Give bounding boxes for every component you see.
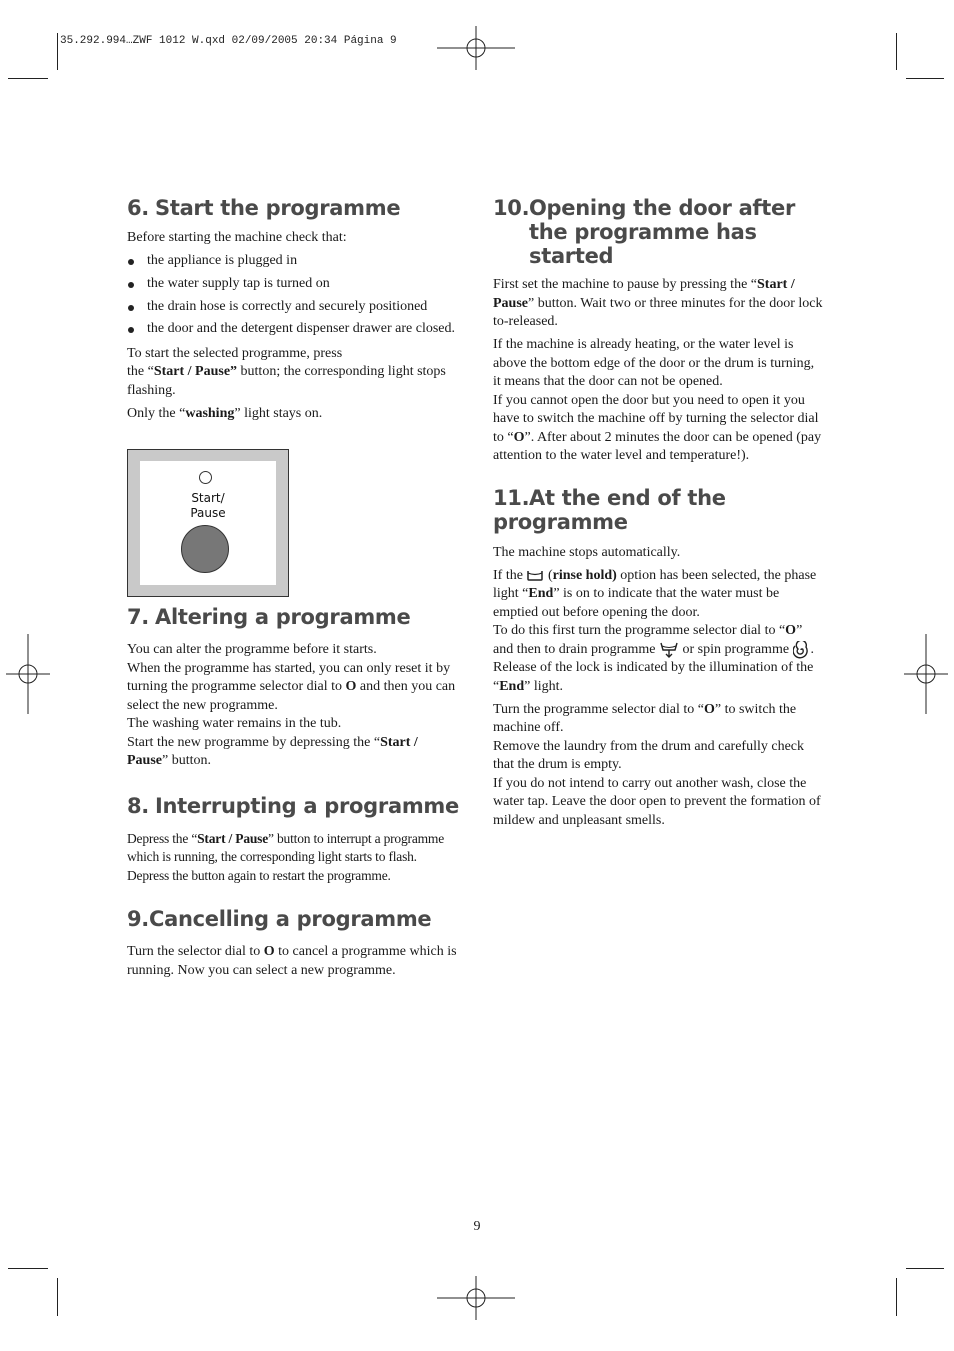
s11-rinse-hold: If the (rinse hold) option has been selected, the phase light “End” is on to indicate that the water must be emptied out before opening the door. To do this first turn the programme selector dial to “O” and then to drain programme or spin programme . Release of the lock is indicated by the illumination of the “End” light. [493,567,817,694]
section-10-title: 10. Opening the door after the programme has started [493,196,796,268]
s6-intro: Before starting the machine check that: [127,230,347,245]
s9-body: Turn the selector dial to O to cancel a programme which is running. Now you can select a new programme. [127,944,457,978]
file-slug: 35.292.994…ZWF 1012 W.qxd 02/09/2005 20:34 Página 9 [60,35,397,47]
list-item: the door and the detergent dispenser drawer are closed. [127,320,461,339]
right-column [493,196,824,835]
section-11-title: 11.At the end of the programme [493,485,726,534]
start-pause-label: Start/ Pause [190,491,226,520]
page-number: 9 [473,1219,481,1234]
rinse-hold-icon [526,568,544,582]
s6-start-instructions: To start the selected programme, press the “Start / Pause” button; the corresponding light stops flashing. [127,345,446,398]
section-6-title: 6. Start the programme [127,196,401,220]
registration-mark-right [904,634,948,714]
section-8-title: 8. Interrupting a programme [127,793,459,818]
left-column [127,196,461,428]
list-item: the drain hose is correctly and securely positioned [127,298,461,317]
s10-pause-instructions: First set the machine to pause by pressing the “Start / Pause” button. Wait two or three minutes for the door lock to-released. [493,277,823,329]
registration-mark-bottom [437,1276,517,1320]
indicator-light-icon [199,471,212,484]
s6-checklist [127,252,461,339]
s7-body: You can alter the programme before it starts. When the programme has started, you can only reset it by turning the programme selector dial to O and then you can select the new programme. The washing water remains in the tub. Start the new programme by depressing the “Start / Pause” button. [127,642,456,768]
registration-mark-top [437,26,517,70]
section-7-title: 7. Altering a programme [127,605,411,629]
section-9-title: 9.Cancelling a programme [127,907,432,931]
list-item: the water supply tap is turned on [127,275,461,294]
registration-mark-left [6,634,50,714]
start-pause-button-icon [181,525,229,573]
s8-body: Depress the “Start / Pause” button to interrupt a programme which is running, the corresponding light starts to flash. Depress the button again to restart the programme. [127,830,445,883]
s11-auto-stop: The machine stops automatically. [493,544,681,560]
drain-icon [659,641,679,659]
spin-icon [793,641,811,659]
start-pause-panel-illustration [127,449,289,597]
s6-washing-note: Only the “washing” light stays on. [127,405,323,421]
s10-body: If the machine is already heating, or the water level is above the bottom edge of the door or the drum is turning, it means that the door can not be opened. If you cannot open the door but you need to open it you have to switch the machine off by turning the selector dial to “O”. After about 2 minutes the door can be opened (pay attention to the water level and temperature!). [493,337,822,463]
list-item: the appliance is plugged in [127,252,461,271]
left-column-lower [127,605,461,985]
s11-switch-off: Turn the programme selector dial to “O” to switch the machine off. Remove the laundry from the drum and carefully check that the drum is empty. If you do not intend to carry out another wash, close the water tap. Leave the door open to prevent the formation of mildew and unpleasant smells. [493,701,821,828]
